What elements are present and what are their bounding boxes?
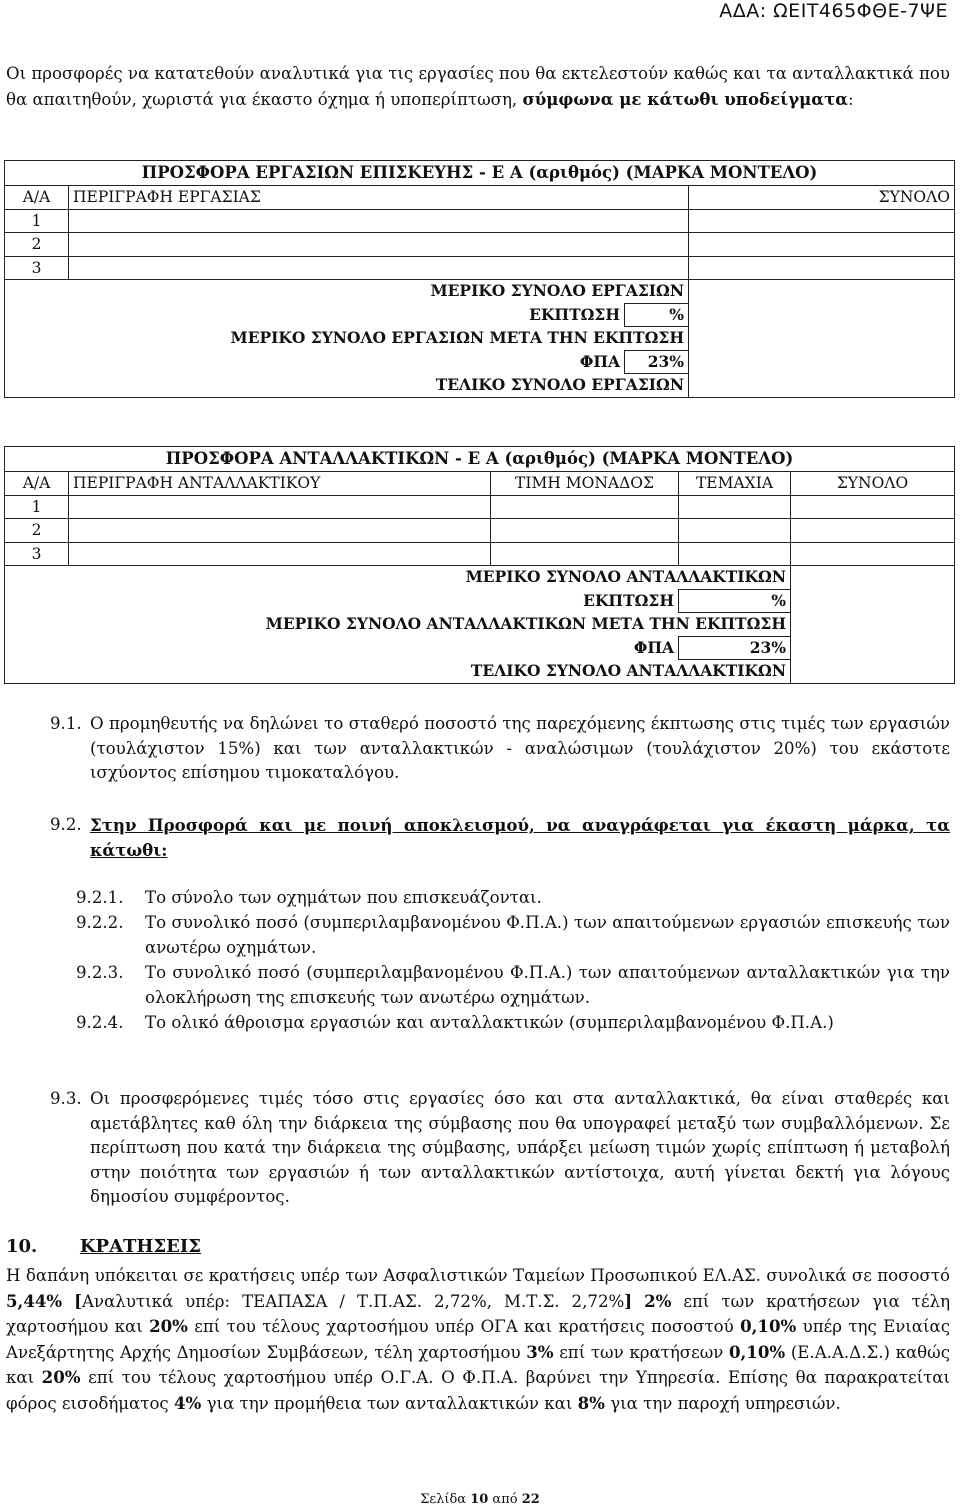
intro-bold: σύμφωνα με κάτωθι υποδείγματα: [522, 88, 849, 109]
page-footer: [0, 1492, 960, 1507]
work-after-discount-label: ΜΕΡΙΚΟ ΣΥΝΟΛΟ ΕΡΓΑΣΙΩΝ ΜΕΤΑ ΤΗΝ ΕΚΠΤΩΣΗ: [5, 327, 689, 351]
deductions-bold: 20%: [41, 1367, 81, 1387]
work-vat-row: [5, 350, 955, 374]
deductions-text: Η δαπάνη υπόκειται σε κρατήσεις υπέρ των Ασφαλιστικών Ταμείων Προσωπικού ΕΛ.ΑΣ. συνολικά σε ποσοστό: [6, 1266, 950, 1285]
work-row-number: 3: [5, 256, 69, 280]
work-after-discount-row: [5, 327, 955, 351]
deductions-bold: 8%: [577, 1392, 605, 1413]
clause-9-2-text: Στην Προσφορά και με ποινή αποκλεισμού, να αναγράφεται για έκαστη μάρκα, τα κάτωθι:: [90, 815, 950, 860]
footer-page: 10: [470, 1492, 489, 1507]
work-col-aa: Α/Α: [5, 186, 69, 210]
work-final-row: [5, 374, 955, 398]
parts-subtotal-row: [5, 566, 955, 590]
deductions-text: για την παροχή υπηρεσιών.: [604, 1393, 841, 1413]
parts-discount-percent[interactable]: %: [679, 589, 791, 613]
parts-vat-label: ΦΠΑ: [5, 636, 679, 660]
work-final-value[interactable]: [689, 374, 955, 398]
parts-row-description-cell[interactable]: [69, 495, 491, 519]
parts-offer-table: [4, 446, 955, 684]
parts-row-number: 3: [5, 542, 69, 566]
deductions-text: [632, 1292, 644, 1311]
parts-table-title: ΠΡΟΣΦΟΡΑ ΑΝΤΑΛΛΑΚΤΙΚΩΝ - Ε Α (αριθμός) (ΜΑΡΚΑ ΜΟΝΤΕΛΟ): [5, 447, 955, 472]
deductions-text: [62, 1292, 74, 1311]
parts-vat-rate: 23%: [679, 636, 791, 660]
parts-row-pieces-cell[interactable]: [679, 495, 791, 519]
table-row: [5, 519, 955, 543]
deductions-text: επί των κρατήσεων για τέλη χαρτοσήμου και: [6, 1291, 951, 1336]
clause-9-1-text: Ο προμηθευτής να δηλώνει το σταθερό ποσοστό της παρεχόμενης έκπτωσης στις τιμές των εργασιών (τουλάχιστον 15%) και των ανταλλακτικών - αναλώσιμων (τουλάχιστον 20%) του εκάστοτε ισχύοντος επίσημου τιμοκαταλόγου.: [90, 714, 950, 782]
document-code: ΑΔΑ: ΩΕΙΤ465ΦΘΕ-7ΨΕ: [719, 0, 948, 22]
parts-final-label: ΤΕΛΙΚΟ ΣΥΝΟΛΟ ΑΝΤΑΛΛΑΚΤΙΚΩΝ: [5, 660, 791, 684]
parts-row-pieces-cell[interactable]: [679, 519, 791, 543]
deductions-paragraph: [6, 1264, 950, 1416]
parts-subtotal-value[interactable]: [791, 566, 955, 590]
parts-col-unit-price: ΤΙΜΗ ΜΟΝΑΔΟΣ: [491, 472, 679, 496]
work-subtotal-label: ΜΕΡΙΚΟ ΣΥΝΟΛΟ ΕΡΓΑΣΙΩΝ: [5, 280, 689, 304]
section-heading: [6, 1236, 201, 1257]
parts-after-discount-row: [5, 613, 955, 637]
parts-discount-value[interactable]: [791, 589, 955, 613]
parts-row-number: 2: [5, 519, 69, 543]
work-row-description-cell[interactable]: [69, 209, 689, 233]
subclause-number: 9.2.2.: [76, 913, 124, 932]
parts-table-title-row: [5, 447, 955, 472]
work-row-number: 1: [5, 209, 69, 233]
work-vat-rate: 23%: [625, 350, 689, 374]
deductions-text: επί των κρατήσεων: [553, 1342, 729, 1362]
section-number: 10.: [6, 1236, 38, 1257]
footer-prefix: Σελίδα: [420, 1492, 471, 1507]
work-subtotal-row: [5, 280, 955, 304]
work-vat-value[interactable]: [689, 350, 955, 374]
table-row: [5, 495, 955, 519]
table-row: [5, 209, 955, 233]
work-row-total-cell[interactable]: [689, 209, 955, 233]
deductions-text: (Ε.Α.Α.Δ.Σ.) καθώς και: [6, 1342, 950, 1387]
work-row-total-cell[interactable]: [689, 256, 955, 280]
parts-after-discount-value[interactable]: [791, 613, 955, 637]
parts-col-aa: Α/Α: [5, 472, 69, 496]
parts-row-total-cell[interactable]: [791, 495, 955, 519]
intro-end: :: [848, 89, 854, 109]
parts-after-discount-label: ΜΕΡΙΚΟ ΣΥΝΟΛΟ ΑΝΤΑΛΛΑΚΤΙΚΩΝ ΜΕΤΑ ΤΗΝ ΕΚΠΤΩΣΗ: [5, 613, 791, 637]
deductions-bold: 20%: [149, 1316, 188, 1336]
deductions-bold: 0,10%: [728, 1341, 786, 1362]
parts-subtotal-label: ΜΕΡΙΚΟ ΣΥΝΟΛΟ ΑΝΤΑΛΛΑΚΤΙΚΩΝ: [5, 566, 791, 590]
work-table-title: ΠΡΟΣΦΟΡΑ ΕΡΓΑΣΙΩΝ ΕΠΙΣΚΕΥΗΣ - Ε Α (αριθμός) (ΜΑΡΚΑ ΜΟΝΤΕΛΟ): [5, 161, 955, 186]
work-table-title-row: [5, 161, 955, 186]
parts-vat-value[interactable]: [791, 636, 955, 660]
work-row-number: 2: [5, 233, 69, 257]
deductions-bold: [: [74, 1290, 83, 1311]
subclause-text: Το σύνολο των οχημάτων που επισκευάζονται.: [145, 888, 542, 907]
intro-text: Οι προσφορές να κατατεθούν αναλυτικά για τις εργασίες που θα εκτελεστούν καθώς και τα ανταλλακτικά που θα απαιτηθούν, χωριστά για έκαστο όχημα ή υποπερίπτωση,: [6, 64, 950, 109]
parts-vat-row: [5, 636, 955, 660]
footer-mid: από: [488, 1492, 522, 1507]
deductions-bold: ]: [624, 1290, 633, 1311]
subclause-number: 9.2.3.: [76, 963, 124, 982]
deductions-text: επί του τέλους χαρτοσήμου υπέρ Ο.Γ.Α. Ο Φ.Π.Α. βαρύνει την Υπηρεσία. Επίσης θα παρακρατείται φόρος εισοδήματος: [6, 1368, 950, 1413]
deductions-bold: 2%: [644, 1290, 672, 1311]
table-row: [5, 542, 955, 566]
parts-col-total: ΣΥΝΟΛΟ: [791, 472, 955, 496]
subclause-text: Το ολικό άθροισμα εργασιών και ανταλλακτικών (συμπεριλαμβανομένου Φ.Π.Α.): [145, 1013, 834, 1032]
work-final-label: ΤΕΛΙΚΟ ΣΥΝΟΛΟ ΕΡΓΑΣΙΩΝ: [5, 374, 689, 398]
parts-final-row: [5, 660, 955, 684]
parts-final-value[interactable]: [791, 660, 955, 684]
footer-total: 22: [521, 1492, 540, 1507]
parts-row-description-cell[interactable]: [69, 542, 491, 566]
work-discount-label: ΕΚΠΤΩΣΗ: [5, 303, 625, 327]
work-row-description-cell[interactable]: [69, 233, 689, 257]
parts-row-total-cell[interactable]: [791, 519, 955, 543]
work-subtotal-value[interactable]: [689, 280, 955, 304]
subclause-number: 9.2.1.: [76, 888, 124, 907]
table-row: [5, 256, 955, 280]
work-row-description-cell[interactable]: [69, 256, 689, 280]
clause-number: 9.2.: [50, 815, 82, 834]
subclause-number: 9.2.4.: [76, 1013, 124, 1032]
parts-row-number: 1: [5, 495, 69, 519]
work-discount-row: [5, 303, 955, 327]
work-col-description: ΠΕΡΙΓΡΑΦΗ ΕΡΓΑΣΙΑΣ: [69, 186, 689, 210]
table-row: [5, 233, 955, 257]
clause-9-3-text: Οι προσφερόμενες τιμές τόσο στις εργασίες όσο και στα ανταλλακτικά, θα είναι σταθερές και αμετάβλητες καθ όλη την διάρκεια της σύμβασης που θα υπογραφεί μεταξύ των συμβαλλόμενων. Σε περίπτωση που κατά την διάρκεια της σύμβασης, υπάρξει μείωση τιμών χωρίς επίπτωση ή μεταβολή στην ποιότητα των εργασιών ή των ανταλλακτικών αντίστοιχα, αυτή γίνεται δεκτή για λόγους δημοσίου συμφέροντος.: [90, 1089, 950, 1206]
parts-discount-label: ΕΚΠΤΩΣΗ: [5, 589, 679, 613]
deductions-bold: 0,10%: [740, 1316, 797, 1336]
clause-number: 9.3.: [50, 1089, 82, 1108]
intro-paragraph: [6, 62, 950, 112]
deductions-text: για την προμήθεια των ανταλλακτικών και: [201, 1393, 578, 1413]
deductions-bold: 4%: [174, 1392, 202, 1413]
parts-discount-row: [5, 589, 955, 613]
work-after-discount-value[interactable]: [689, 327, 955, 351]
deductions-bold: 3%: [526, 1341, 554, 1362]
parts-row-total-cell[interactable]: [791, 542, 955, 566]
work-discount-value[interactable]: [689, 303, 955, 327]
work-vat-label: ΦΠΑ: [5, 350, 625, 374]
parts-row-unit-price-cell[interactable]: [491, 495, 679, 519]
deductions-text: υπέρ της Ενιαίας Ανεξάρτητης Αρχής Δημοσίων Συμβάσεων, τέλη χαρτοσήμου: [6, 1317, 950, 1362]
work-offer-table: [4, 160, 955, 398]
subclause-text: Το συνολικό ποσό (συμπεριλαμβανομένου Φ.Π.Α.) των απαιτούμενων ανταλλακτικών για την ολοκλήρωση της επισκευής των ανωτέρω οχημάτων.: [145, 963, 950, 1007]
deductions-text: επί του τέλους χαρτοσήμου υπέρ ΟΓΑ και κρατήσεις ποσοστού: [187, 1317, 741, 1336]
parts-row-description-cell[interactable]: [69, 519, 491, 543]
parts-table-header-row: [5, 472, 955, 496]
work-table-header-row: [5, 186, 955, 210]
deductions-bold: 5,44%: [6, 1290, 63, 1311]
parts-col-pieces: ΤΕΜΑΧΙΑ: [679, 472, 791, 496]
work-row-total-cell[interactable]: [689, 233, 955, 257]
parts-col-description: ΠΕΡΙΓΡΑΦΗ ΑΝΤΑΛΛΑΚΤΙΚΟΥ: [69, 472, 491, 496]
work-discount-percent[interactable]: %: [625, 303, 689, 327]
parts-row-unit-price-cell[interactable]: [491, 519, 679, 543]
deductions-text: Αναλυτικά υπέρ: ΤΕΑΠΑΣΑ / Τ.Π.ΑΣ. 2,72%, Μ.Τ.Σ. 2,72%: [82, 1291, 625, 1311]
work-col-total: ΣΥΝΟΛΟ: [689, 186, 955, 210]
parts-row-unit-price-cell[interactable]: [491, 542, 679, 566]
section-title: ΚΡΑΤΗΣΕΙΣ: [79, 1236, 202, 1257]
parts-row-pieces-cell[interactable]: [679, 542, 791, 566]
subclause-text: Το συνολικό ποσό (συμπεριλαμβανομένου Φ.Π.Α.) των απαιτούμενων εργασιών επισκευής των ανωτέρω οχημάτων.: [145, 913, 950, 957]
clause-number: 9.1.: [50, 714, 82, 733]
